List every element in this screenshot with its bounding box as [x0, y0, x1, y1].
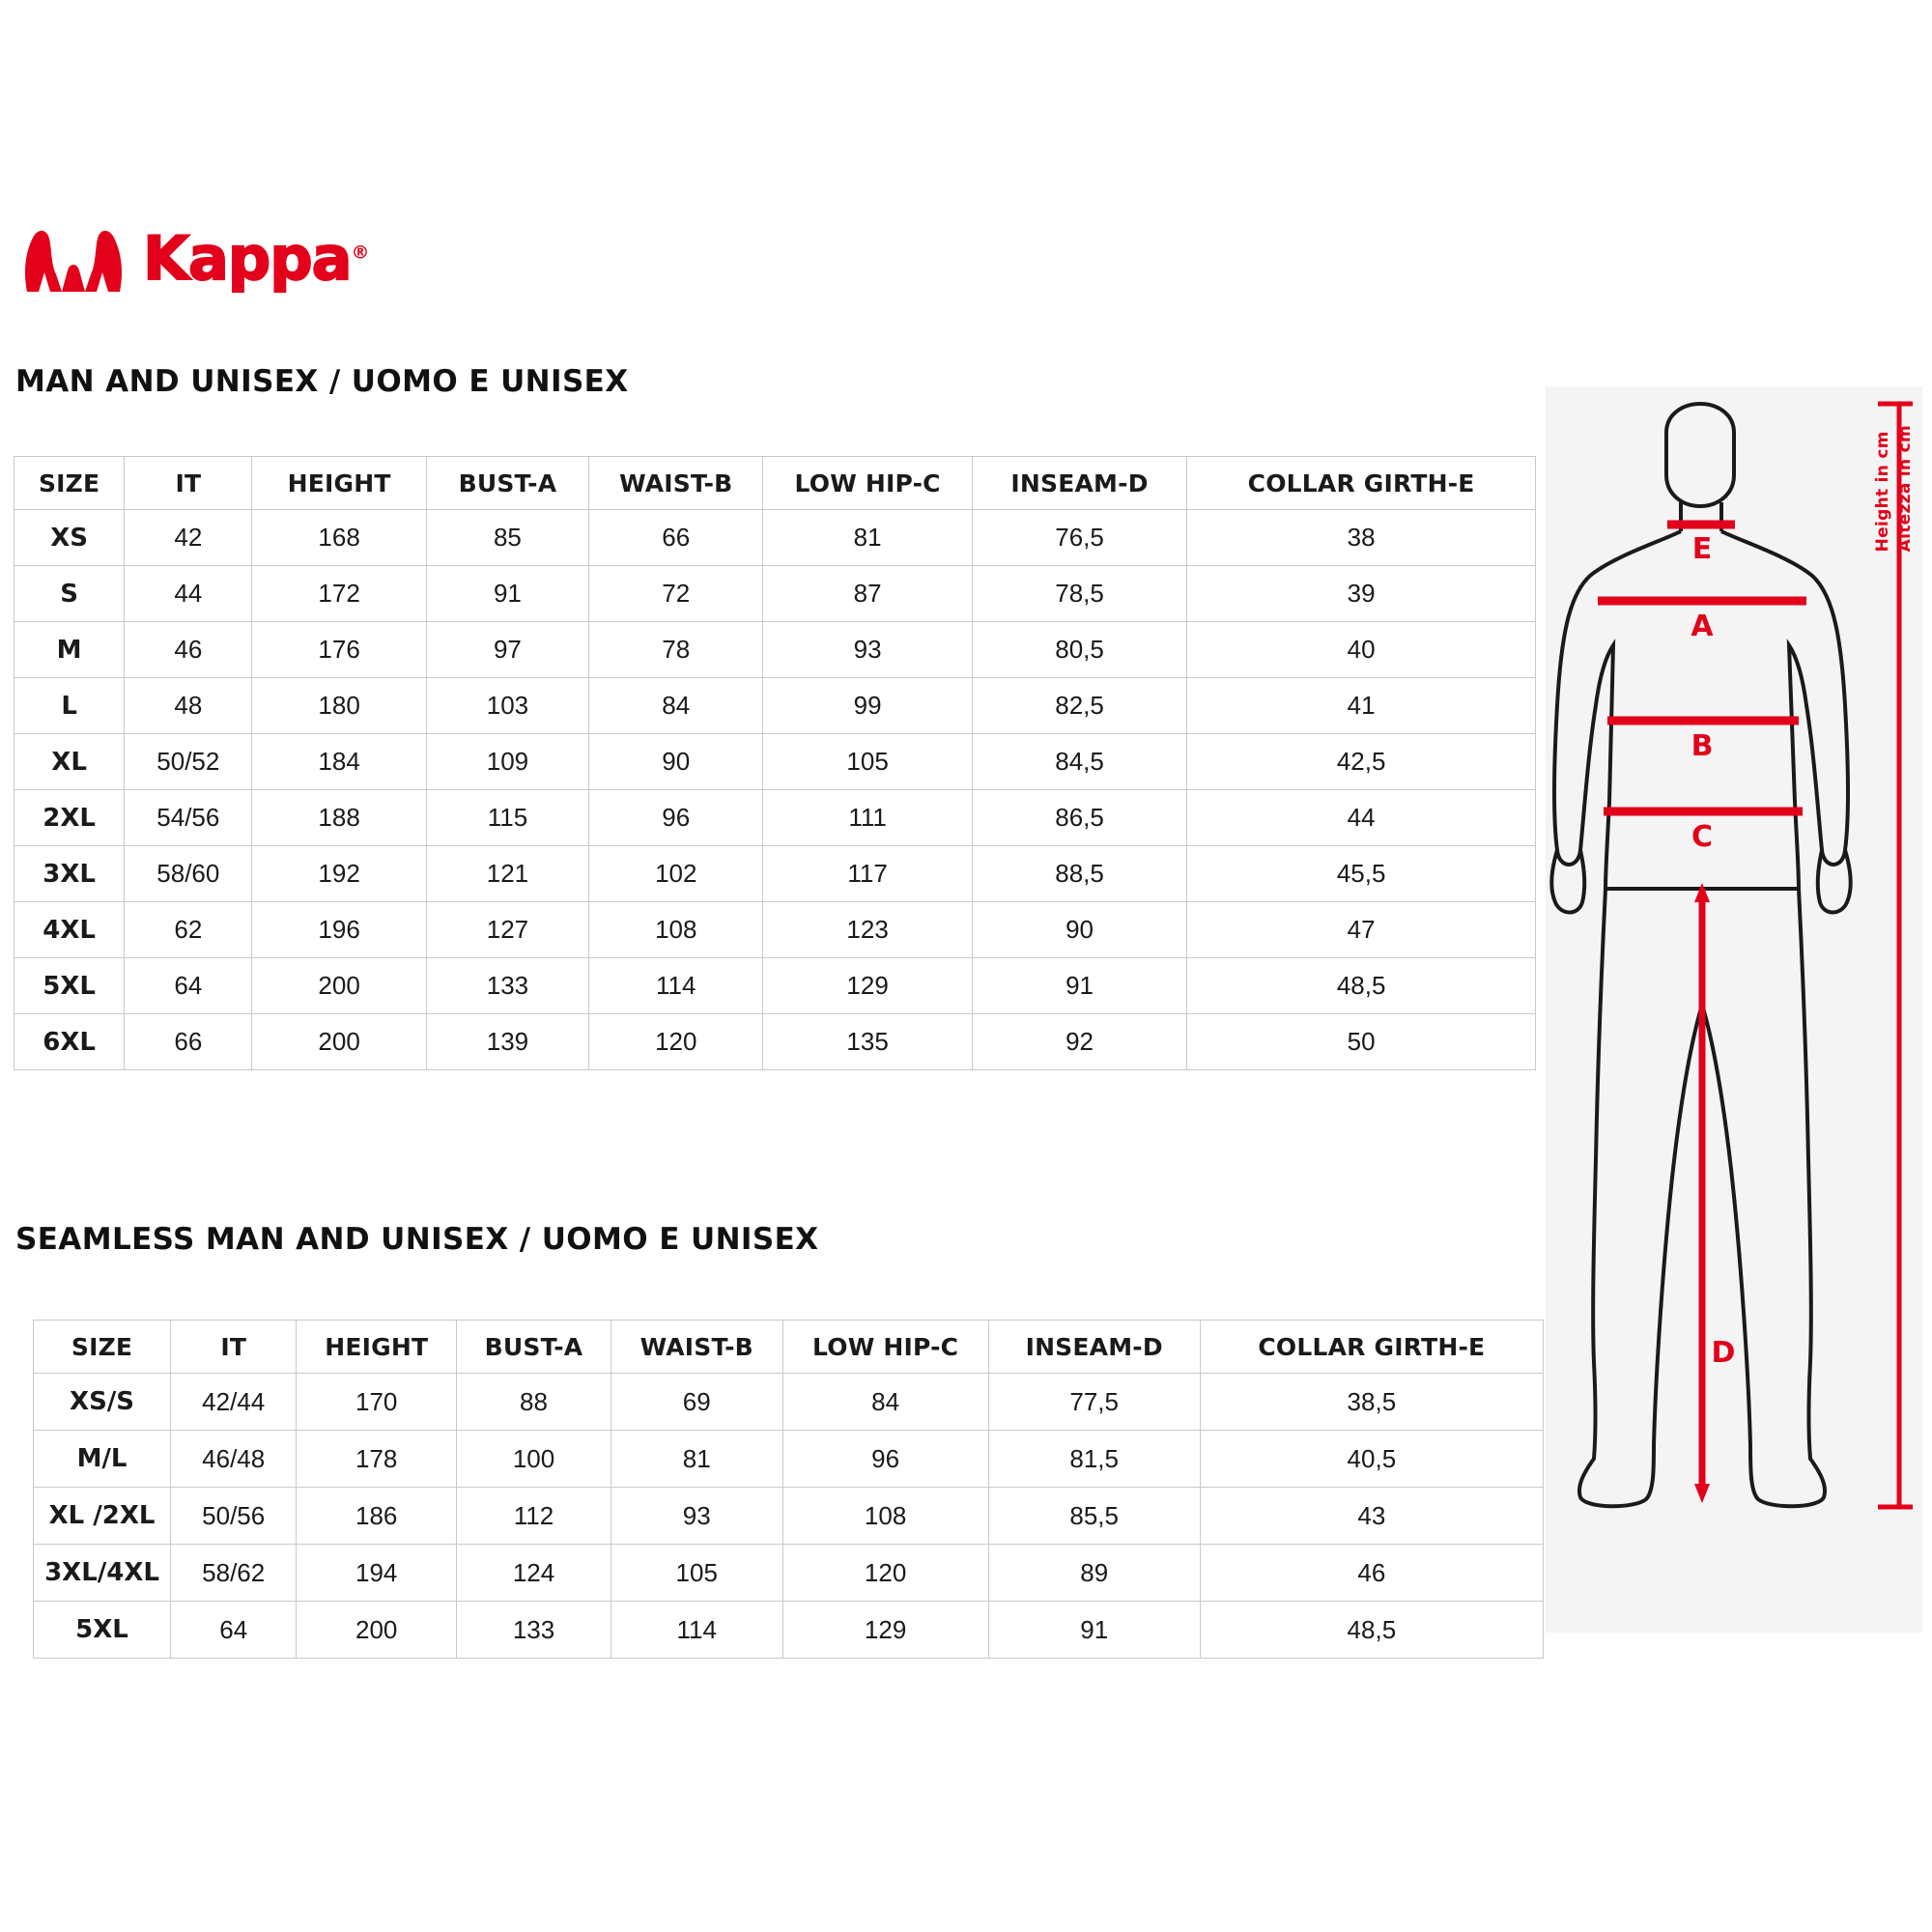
- cell-size: 4XL: [14, 902, 125, 958]
- cell-bust: 112: [457, 1488, 611, 1545]
- height-label-en: Height in cm: [1873, 431, 1893, 553]
- table-row: [14, 846, 1536, 902]
- table-row: [14, 510, 1536, 566]
- cell-bust: 115: [426, 790, 588, 846]
- cell-collar-girth: 48,5: [1200, 1602, 1543, 1659]
- cell-it: 46: [125, 622, 252, 678]
- svg-text:E: E: [1691, 532, 1713, 566]
- cell-inseam: 76,5: [972, 510, 1186, 566]
- cell-collar-girth: 42,5: [1187, 734, 1536, 790]
- table-row: [14, 566, 1536, 622]
- cell-waist: 120: [589, 1014, 763, 1070]
- cell-it: 46/48: [171, 1431, 297, 1488]
- col-bust: BUST-A: [457, 1321, 611, 1374]
- cell-low-hip: 93: [763, 622, 972, 678]
- cell-it: 50/56: [171, 1488, 297, 1545]
- table-row: [14, 622, 1536, 678]
- cell-it: 44: [125, 566, 252, 622]
- cell-inseam: 86,5: [972, 790, 1186, 846]
- cell-bust: 133: [457, 1602, 611, 1659]
- cell-inseam: 92: [972, 1014, 1186, 1070]
- cell-size: M: [14, 622, 125, 678]
- cell-size: S: [14, 566, 125, 622]
- col-waist: WAIST-B: [589, 457, 763, 510]
- table-row: [34, 1602, 1544, 1659]
- cell-waist: 114: [589, 958, 763, 1014]
- cell-low-hip: 105: [763, 734, 972, 790]
- cell-bust: 124: [457, 1545, 611, 1602]
- cell-waist: 72: [589, 566, 763, 622]
- cell-height: 178: [297, 1431, 457, 1488]
- cell-bust: 91: [426, 566, 588, 622]
- cell-inseam: 89: [988, 1545, 1200, 1602]
- cell-waist: 114: [611, 1602, 782, 1659]
- registered-mark: ®: [351, 242, 369, 264]
- cell-height: 186: [297, 1488, 457, 1545]
- cell-collar-girth: 40,5: [1200, 1431, 1543, 1488]
- cell-bust: 121: [426, 846, 588, 902]
- cell-height: 200: [252, 958, 426, 1014]
- cell-it: 58/60: [125, 846, 252, 902]
- table-row: [34, 1374, 1544, 1431]
- cell-it: 54/56: [125, 790, 252, 846]
- cell-collar-girth: 46: [1200, 1545, 1543, 1602]
- cell-it: 58/62: [171, 1545, 297, 1602]
- section-title-seamless: SEAMLESS MAN AND UNISEX / UOMO E UNISEX: [15, 1222, 819, 1257]
- table-row: [14, 790, 1536, 846]
- svg-text:A: A: [1690, 610, 1714, 643]
- col-height: HEIGHT: [252, 457, 426, 510]
- kappa-wordmark-text: Kappa: [143, 223, 352, 294]
- cell-it: 48: [125, 678, 252, 734]
- cell-height: 176: [252, 622, 426, 678]
- cell-it: 64: [171, 1602, 297, 1659]
- cell-bust: 127: [426, 902, 588, 958]
- col-low-hip: LOW HIP-C: [782, 1321, 988, 1374]
- cell-size: L: [14, 678, 125, 734]
- cell-low-hip: 129: [782, 1602, 988, 1659]
- cell-low-hip: 111: [763, 790, 972, 846]
- cell-bust: 85: [426, 510, 588, 566]
- cell-it: 50/52: [125, 734, 252, 790]
- cell-low-hip: 96: [782, 1431, 988, 1488]
- cell-height: 168: [252, 510, 426, 566]
- section-title-man: MAN AND UNISEX / UOMO E UNISEX: [15, 364, 629, 399]
- table-row: [14, 902, 1536, 958]
- kappa-wordmark: [143, 223, 369, 294]
- cell-waist: 84: [589, 678, 763, 734]
- cell-inseam: 78,5: [972, 566, 1186, 622]
- cell-size: 5XL: [14, 958, 125, 1014]
- cell-height: 200: [252, 1014, 426, 1070]
- size-table-seamless: [33, 1320, 1544, 1659]
- cell-size: 2XL: [14, 790, 125, 846]
- body-outline-icon: [1546, 386, 1922, 1642]
- cell-low-hip: 129: [763, 958, 972, 1014]
- col-it: IT: [125, 457, 252, 510]
- cell-inseam: 85,5: [988, 1488, 1200, 1545]
- cell-inseam: 88,5: [972, 846, 1186, 902]
- col-bust: BUST-A: [426, 457, 588, 510]
- cell-waist: 90: [589, 734, 763, 790]
- col-waist: WAIST-B: [611, 1321, 782, 1374]
- cell-waist: 66: [589, 510, 763, 566]
- col-low-hip: LOW HIP-C: [763, 457, 972, 510]
- cell-height: 184: [252, 734, 426, 790]
- cell-size: M/L: [34, 1431, 171, 1488]
- cell-size: XS: [14, 510, 125, 566]
- cell-height: 170: [297, 1374, 457, 1431]
- cell-bust: 133: [426, 958, 588, 1014]
- kappa-omini-icon: [17, 224, 129, 294]
- table-row: [14, 734, 1536, 790]
- cell-collar-girth: 44: [1187, 790, 1536, 846]
- cell-inseam: 91: [972, 958, 1186, 1014]
- cell-waist: 78: [589, 622, 763, 678]
- cell-collar-girth: 40: [1187, 622, 1536, 678]
- cell-it: 62: [125, 902, 252, 958]
- cell-inseam: 91: [988, 1602, 1200, 1659]
- cell-low-hip: 135: [763, 1014, 972, 1070]
- kappa-logo: [17, 224, 368, 294]
- cell-it: 42/44: [171, 1374, 297, 1431]
- cell-collar-girth: 50: [1187, 1014, 1536, 1070]
- cell-it: 64: [125, 958, 252, 1014]
- cell-inseam: 84,5: [972, 734, 1186, 790]
- col-it: IT: [171, 1321, 297, 1374]
- table-row: [14, 958, 1536, 1014]
- height-axis-label: [1872, 425, 1917, 552]
- cell-size: XL /2XL: [34, 1488, 171, 1545]
- cell-low-hip: 81: [763, 510, 972, 566]
- size-table-man: [14, 456, 1536, 1070]
- cell-waist: 105: [611, 1545, 782, 1602]
- cell-size: XS/S: [34, 1374, 171, 1431]
- height-label-it: Altezza in cm: [1895, 425, 1916, 553]
- cell-low-hip: 84: [782, 1374, 988, 1431]
- cell-bust: 103: [426, 678, 588, 734]
- cell-height: 200: [297, 1602, 457, 1659]
- svg-text:D: D: [1711, 1336, 1736, 1370]
- col-size: SIZE: [34, 1321, 171, 1374]
- cell-bust: 97: [426, 622, 588, 678]
- cell-collar-girth: 48,5: [1187, 958, 1536, 1014]
- cell-low-hip: 87: [763, 566, 972, 622]
- cell-height: 188: [252, 790, 426, 846]
- col-collar-girth: COLLAR GIRTH-E: [1200, 1321, 1543, 1374]
- cell-collar-girth: 41: [1187, 678, 1536, 734]
- cell-inseam: 81,5: [988, 1431, 1200, 1488]
- table-row: [34, 1431, 1544, 1488]
- cell-size: XL: [14, 734, 125, 790]
- cell-bust: 109: [426, 734, 588, 790]
- col-height: HEIGHT: [297, 1321, 457, 1374]
- col-size: SIZE: [14, 457, 125, 510]
- cell-waist: 69: [611, 1374, 782, 1431]
- cell-size: 3XL/4XL: [34, 1545, 171, 1602]
- cell-size: 6XL: [14, 1014, 125, 1070]
- col-inseam: INSEAM-D: [988, 1321, 1200, 1374]
- table-row: [14, 1014, 1536, 1070]
- col-collar-girth: COLLAR GIRTH-E: [1187, 457, 1536, 510]
- measurement-figure: [1546, 386, 1922, 1642]
- svg-text:C: C: [1690, 820, 1714, 854]
- svg-text:B: B: [1690, 729, 1714, 763]
- cell-inseam: 77,5: [988, 1374, 1200, 1431]
- cell-collar-girth: 47: [1187, 902, 1536, 958]
- cell-height: 172: [252, 566, 426, 622]
- cell-collar-girth: 43: [1200, 1488, 1543, 1545]
- cell-height: 196: [252, 902, 426, 958]
- cell-low-hip: 120: [782, 1545, 988, 1602]
- table-row: [34, 1545, 1544, 1602]
- cell-waist: 93: [611, 1488, 782, 1545]
- cell-height: 192: [252, 846, 426, 902]
- cell-bust: 139: [426, 1014, 588, 1070]
- cell-collar-girth: 39: [1187, 566, 1536, 622]
- cell-size: 3XL: [14, 846, 125, 902]
- cell-bust: 100: [457, 1431, 611, 1488]
- cell-low-hip: 123: [763, 902, 972, 958]
- cell-waist: 96: [589, 790, 763, 846]
- cell-collar-girth: 38,5: [1200, 1374, 1543, 1431]
- cell-waist: 108: [589, 902, 763, 958]
- cell-waist: 81: [611, 1431, 782, 1488]
- cell-height: 180: [252, 678, 426, 734]
- cell-height: 194: [297, 1545, 457, 1602]
- cell-collar-girth: 38: [1187, 510, 1536, 566]
- cell-low-hip: 99: [763, 678, 972, 734]
- cell-inseam: 80,5: [972, 622, 1186, 678]
- cell-it: 66: [125, 1014, 252, 1070]
- table-row: [34, 1488, 1544, 1545]
- cell-low-hip: 108: [782, 1488, 988, 1545]
- table-header-row: [14, 457, 1536, 510]
- col-inseam: INSEAM-D: [972, 457, 1186, 510]
- cell-low-hip: 117: [763, 846, 972, 902]
- cell-waist: 102: [589, 846, 763, 902]
- cell-bust: 88: [457, 1374, 611, 1431]
- table-row: [14, 678, 1536, 734]
- cell-collar-girth: 45,5: [1187, 846, 1536, 902]
- cell-inseam: 82,5: [972, 678, 1186, 734]
- cell-it: 42: [125, 510, 252, 566]
- table-header-row: [34, 1321, 1544, 1374]
- cell-size: 5XL: [34, 1602, 171, 1659]
- cell-inseam: 90: [972, 902, 1186, 958]
